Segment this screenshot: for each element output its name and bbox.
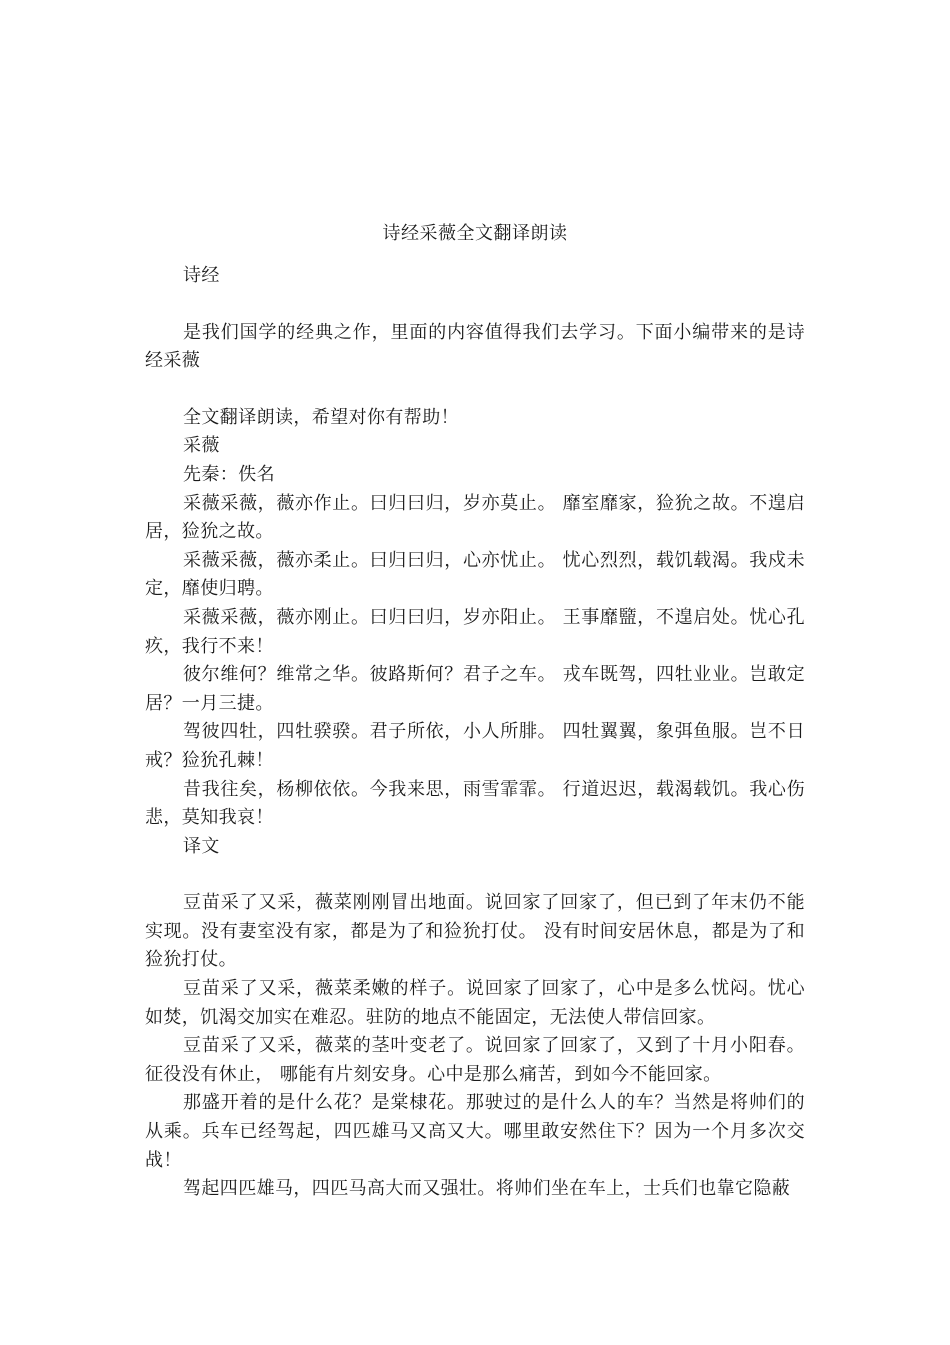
paragraph-spacer	[145, 861, 805, 889]
poem-stanza: 驾彼四牡，四牡骙骙。君子所依，小人所腓。 四牡翼翼，象弭鱼服。岂不日戒？猃狁孔棘！	[145, 721, 805, 771]
document-body	[145, 262, 805, 1204]
translation-paragraph: 豆苗采了又采，薇菜柔嫩的样子。说回家了回家了，心中是多么忧闷。忧心如焚，饥渴交加实在难忍。驻防的地点不能固定，无法使人带信回家。	[145, 978, 805, 1028]
paragraph-spacer	[145, 291, 805, 319]
poem-stanza: 昔我往矣，杨柳依依。今我来思，雨雪霏霏。 行道迟迟，载渴载饥。我心伤悲，莫知我哀！	[145, 778, 805, 829]
translation-paragraph: 豆苗采了又采，薇菜刚刚冒出地面。说回家了回家了，但已到了年末仍不能实现。没有妻室没有家，都是为了和猃狁打仗。 没有时间安居休息，都是为了和猃狁打仗。	[145, 892, 805, 971]
poem-stanza: 彼尔维何？维常之华。彼路斯何？君子之车。 戎车既驾，四牡业业。岂敢定居？一月三捷。	[145, 664, 805, 714]
paragraph-spacer	[145, 376, 805, 404]
paragraph-intro: 是我们国学的经典之作，里面的内容值得我们去学习。下面小编带来的是诗经采薇	[145, 321, 805, 372]
poem-stanza: 采薇采薇，薇亦柔止。曰归曰归，心亦忧止。 忧心烈烈，载饥载渴。我戍未定，靡使归聘。	[145, 549, 805, 600]
paragraph-intro-continued: 全文翻译朗读，希望对你有帮助！	[183, 406, 459, 428]
poem-stanza: 采薇采薇，薇亦作止。曰归曰归，岁亦莫止。 靡室靡家，猃狁之故。不遑启居，猃狁之故。	[145, 492, 805, 543]
document-title: 诗经采薇全文翻译朗读	[382, 223, 568, 244]
poem-stanza: 采薇采薇，薇亦刚止。曰归曰归，岁亦阳止。 王事靡盬，不遑启处。忧心孔疚，我行不来！	[145, 606, 805, 657]
translation-paragraph: 那盛开着的是什么花？是棠棣花。那驶过的是什么人的车？当然是将帅们的从乘。兵车已经驾起，四匹雄马又高又大。哪里敢安然住下？因为一个月多次交战！	[145, 1092, 805, 1171]
translation-heading: 译文	[183, 835, 220, 857]
translation-paragraph: 驾起四匹雄马，四匹马高大而又强壮。将帅们坐在车上，士兵们也靠它隐蔽	[183, 1178, 791, 1200]
poem-author: 先秦：佚名	[183, 463, 275, 485]
paragraph-intro-heading: 诗经	[183, 265, 220, 286]
translation-paragraph: 豆苗采了又采，薇菜的茎叶变老了。说回家了回家了，又到了十月小阳春。征役没有休止， 哪能有片刻安身。心中是那么痛苦，到如今不能回家。	[145, 1035, 805, 1085]
poem-title: 采薇	[183, 435, 220, 457]
